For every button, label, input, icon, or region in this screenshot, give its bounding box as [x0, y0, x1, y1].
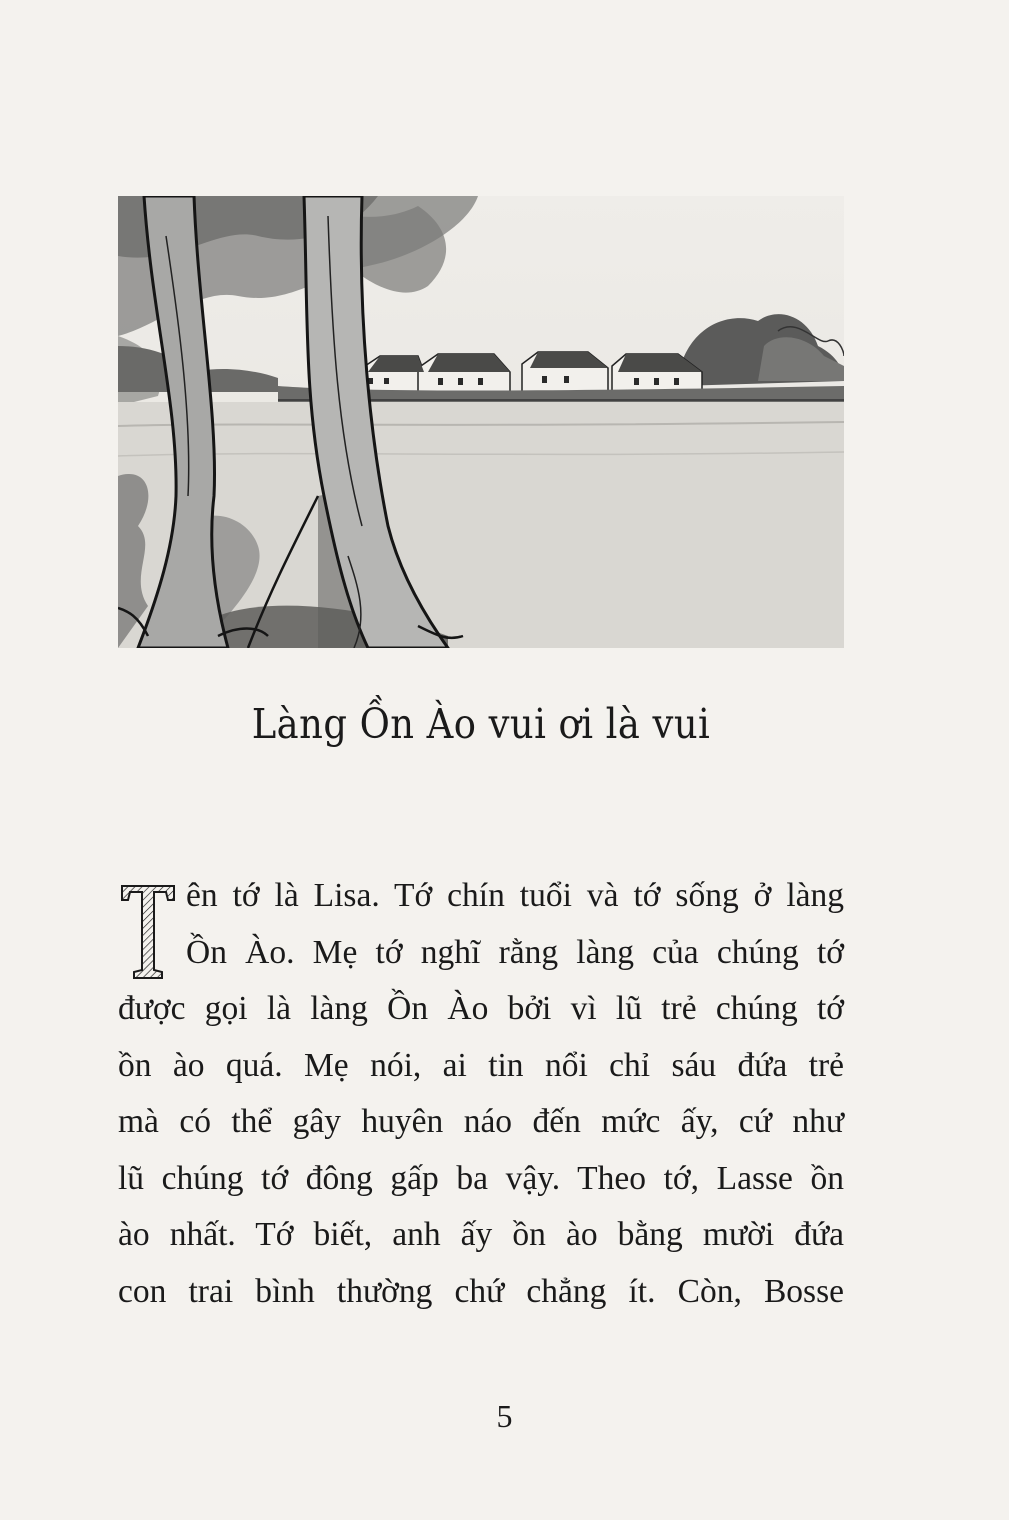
page-number: 5 — [496, 1398, 513, 1434]
village-trees-drawing — [118, 196, 844, 648]
text-line: Ồn Ào. Mẹ tớ nghĩ rằng làng của chúng tớ — [186, 933, 844, 971]
chapter-illustration — [118, 196, 844, 648]
text-line: con trai bình thường chứ chẳng ít. Còn, Bosse — [118, 1272, 844, 1310]
text-line: lũ chúng tớ đông gấp ba vậy. Theo tớ, Lasse ồn — [118, 1159, 844, 1197]
text-line: ồn ào quá. Mẹ nói, ai tin nổi chỉ sáu đứa trẻ — [118, 1046, 844, 1084]
text-line: mà có thể gây huyên náo đến mức ấy, cứ như — [118, 1103, 844, 1140]
chapter-title: Làng Ồn Ào vui ơi là vui — [251, 700, 711, 748]
body-text — [118, 868, 844, 1320]
text-line: ên tớ là Lisa. Tớ chín tuổi và tớ sống ở làng — [186, 877, 844, 914]
text-line: ào nhất. Tớ biết, anh ấy ồn ào bằng mười đứa — [118, 1216, 844, 1253]
text-line: được gọi là làng Ồn Ào bởi vì lũ trẻ chúng tớ — [118, 990, 844, 1027]
